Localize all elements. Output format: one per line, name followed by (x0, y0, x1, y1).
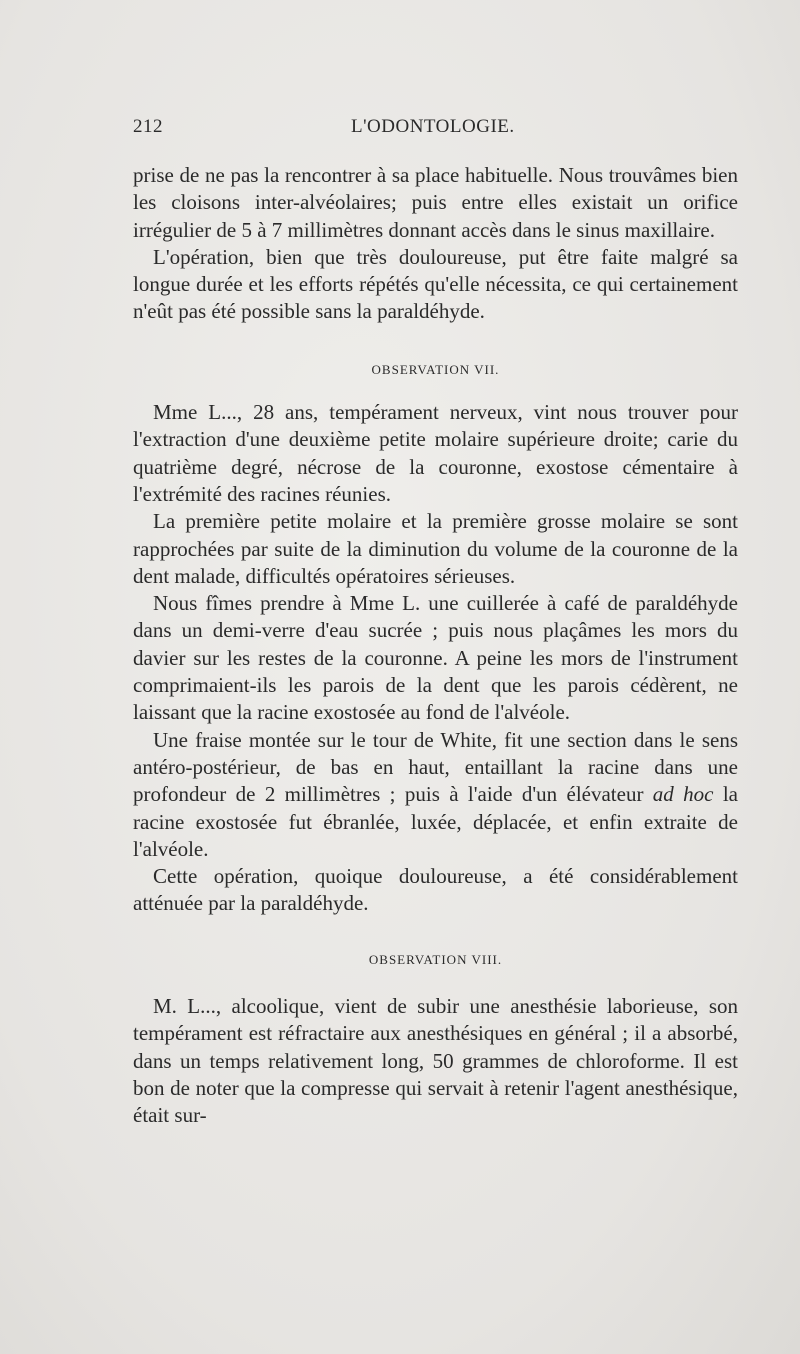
paragraph-operation: L'opération, bien que très douloureuse, put être faite malgré sa longue durée et les efforts répétés qu'elle nécessita, ce qui certainement n'eût pas été possible sans la paraldéhyde. (133, 244, 738, 324)
fraise-text-end: la racine exostosée fut ébranlée, luxée, déplacée, et enfin extraite de l'alvéole. (133, 782, 738, 861)
paragraph-alcoholic-patient: M. L..., alcoolique, vient de subir une anesthésie laborieuse, son tempérament est réfractaire aux anesthésiques en général ; il a absorbé, dans un temps relativement long, 50 grammes de chloroforme. Il est bon de noter que la compresse qui servait à retenir l'agent anesthésique, était sur- (133, 994, 738, 1128)
body-text (133, 162, 738, 1130)
paragraph-fraise (133, 727, 738, 863)
paragraph-continuation: prise de ne pas la rencontrer à sa place habituelle. Nous trouvâmes bien les cloisons inter-alvéolaires; puis entre elles existait un orifice irrégulier de 5 à 7 millimètres donnant accès dans le sinus maxillaire. (133, 163, 738, 242)
paragraph-molars: La première petite molaire et la première grosse molaire se sont rapprochées par suite de la diminution du volume de la couronne de la dent malade, difficultés opératoires sérieuses. (133, 509, 738, 588)
observation-heading-8: OBSERVATION VIII. (368, 951, 503, 967)
fraise-text-start: Une fraise montée sur le tour de White, fit une section dans le sens antéro-postérieur, de bas en haut, entaillant la racine dans une profondeur de 2 millimètres ; puis à l'aide d'un élévateur (133, 727, 738, 807)
paragraph-case-description: Mme L..., 28 ans, tempérament nerveux, vint nous trouver pour l'extraction d'une deuxième petite molaire supérieure droite; carie du quatrième degré, nécrose de la couronne, exostose cémentaire à l'extrémité des racines réunies. (133, 400, 738, 506)
paragraph-conclusion: Cette opération, quoique douloureuse, a été considérablement atténuée par la paraldéhyde. (133, 864, 738, 916)
page-number: 212 (133, 116, 163, 137)
observation-heading-7: OBSERVATION VII. (371, 361, 500, 377)
running-title: L'ODONTOLOGIE. (351, 116, 515, 137)
paragraph-procedure: Nous fîmes prendre à Mme L. une cuillerée à café de paraldéhyde dans un demi-verre d'eau sucrée ; puis nous plaçâmes les mors du davier sur les restes de la couronne. A peine les mors de l'instrument comprimaient-ils les parois de la dent que les parois cédèrent, ne laissant que la racine exostosée au fond de l'alvéole. (133, 591, 738, 725)
ad-hoc-italic: ad hoc (652, 782, 714, 807)
